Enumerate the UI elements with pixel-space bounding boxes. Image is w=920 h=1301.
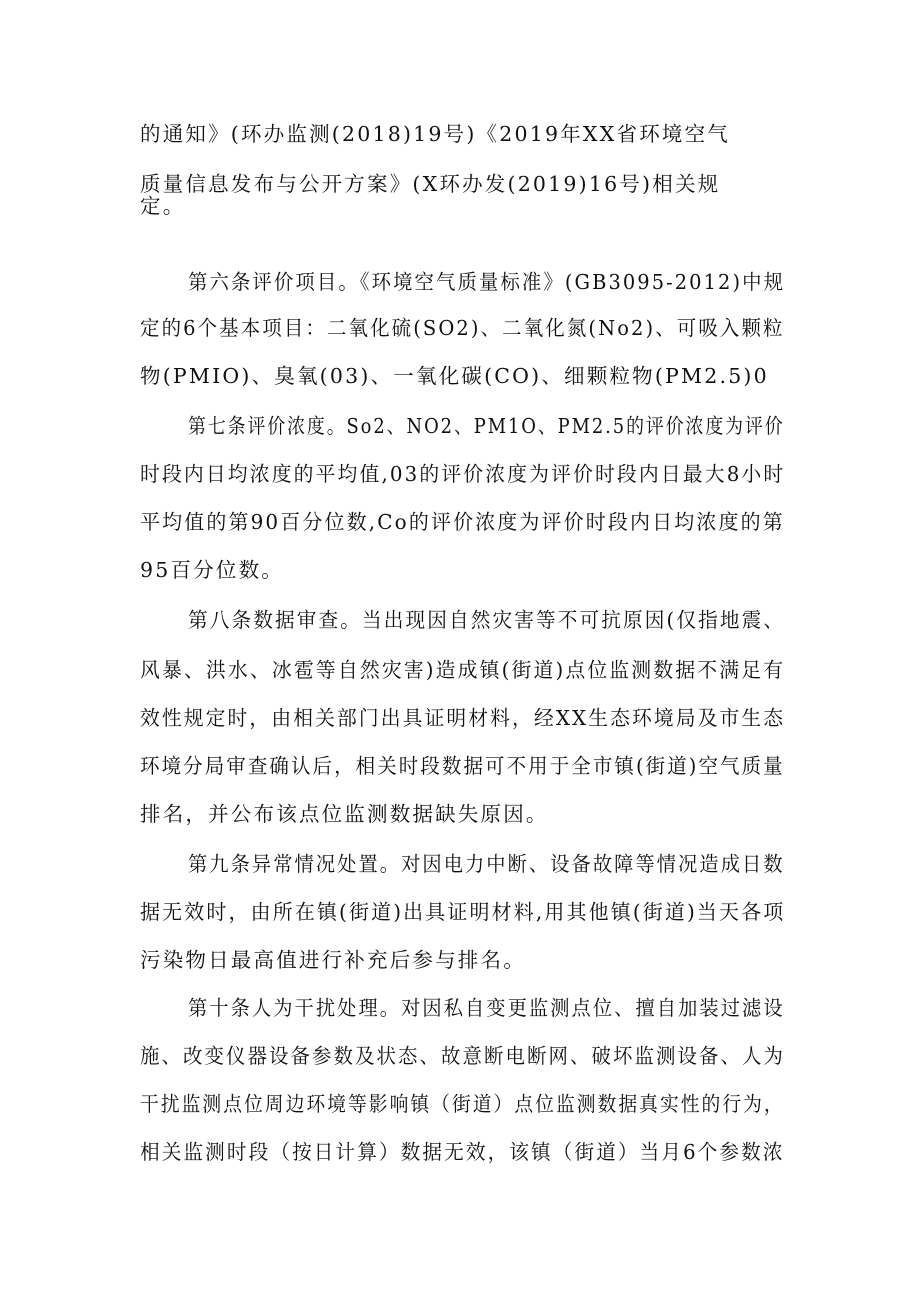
paragraph-first-line: 第七条评价浓度。So2、NO2、PM1O、PM2.5的评价浓度为评价 (188, 414, 785, 438)
text-line: 的通知》(环办监测(2018)19号)《2019年XX省环境空气 (140, 122, 731, 146)
text-line: 相关监测时段（按日计算）数据无效，该镇（街道）当月6个参数浓 (140, 1140, 785, 1164)
paragraph-first-line: 第九条异常情况处置。对因电力中断、设备故障等情况造成日数 (188, 852, 785, 876)
text-line: 时段内日均浓度的平均值,03的评价浓度为评价时段内日最大8小时 (140, 462, 786, 486)
text-line: 定的6个基本项目：二氧化硫(SO2)、二氧化氮(No2)、可吸入颗粒 (140, 316, 785, 340)
text-line: 质量信息发布与公开方案》(X环办发(2019)16号)相关规 (140, 172, 721, 196)
text-line: 平均值的第90百分位数,Co的评价浓度为评价时段内日均浓度的第 (140, 510, 785, 534)
text-line: 环境分局审查确认后，相关时段数据可不用于全市镇(街道)空气质量 (140, 754, 785, 778)
text-line: 据无效时，由所在镇(街道)出具证明材料,用其他镇(街道)当天各项 (140, 900, 786, 924)
text-line: 风暴、洪水、冰雹等自然灾害)造成镇(街道)点位监测数据不满足有 (140, 658, 786, 682)
text-line: 物(PMIO)、臭氧(03)、一氧化碳(CO)、细颗粒物(PM2.5)0 (140, 364, 769, 388)
text-line: 排名，并公布该点位监测数据缺失原因。 (140, 802, 549, 826)
paragraph-first-line: 第八条数据审查。当出现因自然灾害等不可抗原因(仅指地震、 (188, 608, 786, 632)
text-line: 施、改变仪器设备参数及状态、故意断电断网、破坏监测设备、人为 (140, 1044, 785, 1068)
text-line: 干扰监测点位周边环境等影响镇（街道）点位监测数据真实性的行为， (140, 1092, 785, 1116)
paragraph-first-line: 第六条评价项目。《环境空气质量标准》(GB3095-2012)中规 (188, 270, 786, 294)
paragraph-first-line: 第十条人为干扰处理。对因私自变更监测点位、擅自加装过滤设 (188, 996, 785, 1020)
text-line: 效性规定时，由相关部门出具证明材料，经XX生态环境局及市生态 (140, 706, 786, 730)
text-line: 污染物日最高值进行补充后参与排名。 (140, 948, 526, 972)
text-line: 定。 (140, 194, 186, 218)
text-line: 95百分位数。 (140, 558, 284, 582)
